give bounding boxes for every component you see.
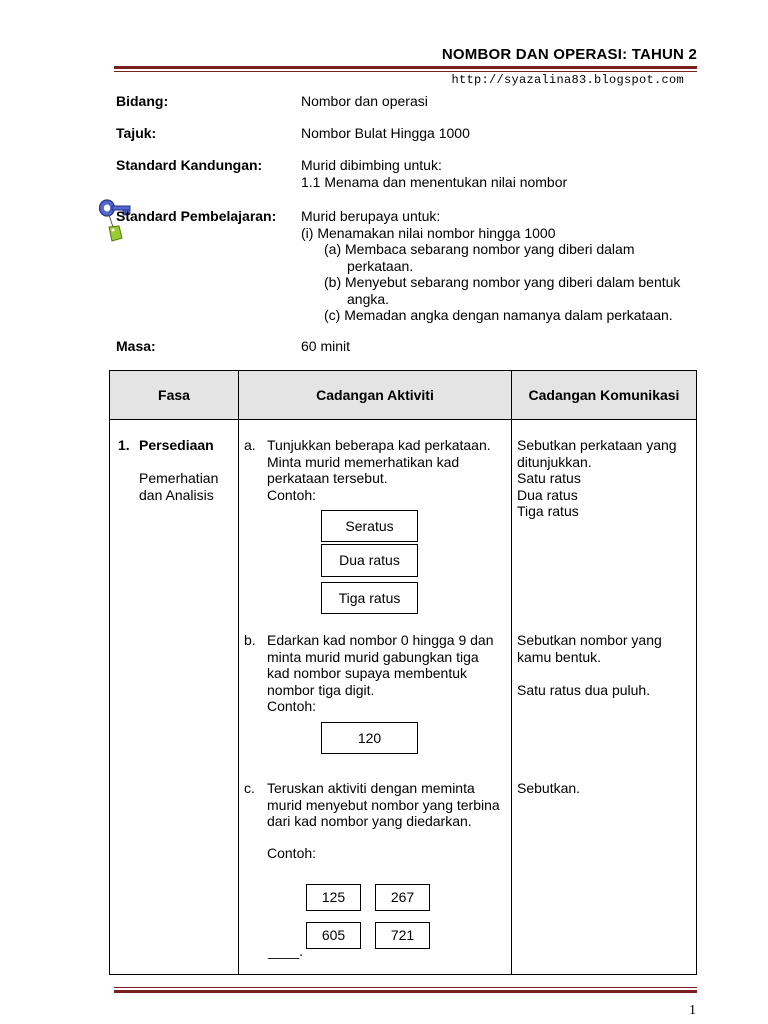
fasa-name: Persediaan — [139, 437, 214, 453]
activity-c-contoh: Contoh: — [267, 845, 317, 861]
number-card-267: 267 — [375, 884, 430, 911]
komunikasi-b: Sebutkan nombor yang kamu bentuk. — [517, 632, 662, 665]
komunikasi-c: Sebutkan. — [517, 780, 581, 796]
header-rule-thin — [114, 71, 697, 72]
tajuk-value: Nombor Bulat Hingga 1000 — [301, 125, 470, 141]
number-card-125: 125 — [306, 884, 361, 911]
number-card-120: 120 — [321, 722, 418, 754]
activity-table — [109, 370, 697, 975]
blog-url[interactable]: http://syazalina83.blogspot.com — [451, 73, 684, 87]
masa-value: 60 minit — [301, 338, 351, 354]
activity-b-text: Edarkan kad nombor 0 hingga 9 dan minta murid murid gabungkan tiga kad nombor supaya membentuk nombor tiga digit. Contoh: — [267, 632, 494, 714]
column-divider — [511, 371, 512, 974]
activity-a-text: Tunjukkan beberapa kad perkataan. Minta murid memerhatikan kad perkataan tersebut. Contoh: — [267, 437, 491, 503]
word-card-dua-ratus: Dua ratus — [321, 544, 418, 577]
activity-a-marker: a. — [244, 437, 256, 453]
komunikasi-b-example: Satu ratus dua puluh. — [517, 682, 651, 698]
document-title: NOMBOR DAN OPERASI: TAHUN 2 — [441, 46, 697, 63]
word-card-tiga-ratus: Tiga ratus — [321, 582, 418, 614]
header-cadangan-aktiviti: Cadangan Aktiviti — [316, 387, 434, 403]
header-fasa: Fasa — [158, 387, 190, 403]
activity-c-text: Teruskan aktiviti dengan meminta murid menyebut nombor yang terbina dari kad nombor yang diedarkan. — [267, 780, 500, 829]
activity-c-marker: c. — [244, 780, 255, 796]
header-rule-thick — [114, 66, 697, 69]
column-divider — [238, 371, 239, 974]
bidang-label: Bidang: — [116, 93, 169, 109]
number-card-605: 605 — [306, 922, 361, 949]
page-number: 1 — [689, 1003, 696, 1018]
word-card-seratus: Seratus — [321, 510, 418, 542]
standard-pembelajaran-label: Standard Pembelajaran: — [116, 208, 277, 224]
standard-kandungan-value: Murid dibimbing untuk: 1.1 Menama dan menentukan nilai nombor — [301, 157, 568, 190]
footer-rule-thick — [114, 990, 697, 993]
header-cadangan-komunikasi: Cadangan Komunikasi — [528, 387, 680, 403]
fasa-subtitle: Pemerhatian dan Analisis — [139, 470, 219, 503]
masa-label: Masa: — [116, 338, 156, 354]
standard-pembelajaran-value: Murid berupaya untuk: (i) Menamakan nilai nombor hingga 1000 (a) Membaca sebarang nombor yang diberi dalam perkataan. (b) Menyebut sebarang nombor yang diberi dalam bentuk angka. (c) Memadan angka dengan namanya dalam perkataan. — [301, 208, 681, 323]
tajuk-label: Tajuk: — [116, 125, 157, 141]
bidang-value: Nombor dan operasi — [301, 93, 428, 109]
fasa-number: 1. — [118, 437, 130, 453]
activity-b-marker: b. — [244, 632, 256, 648]
number-card-721: 721 — [375, 922, 430, 949]
footer-rule-thin — [114, 987, 697, 988]
standard-kandungan-label: Standard Kandungan: — [116, 157, 263, 173]
answer-blank: ____. — [268, 943, 304, 959]
komunikasi-a: Sebutkan perkataan yang ditunjukkan. Satu ratus Dua ratus Tiga ratus — [517, 437, 677, 519]
